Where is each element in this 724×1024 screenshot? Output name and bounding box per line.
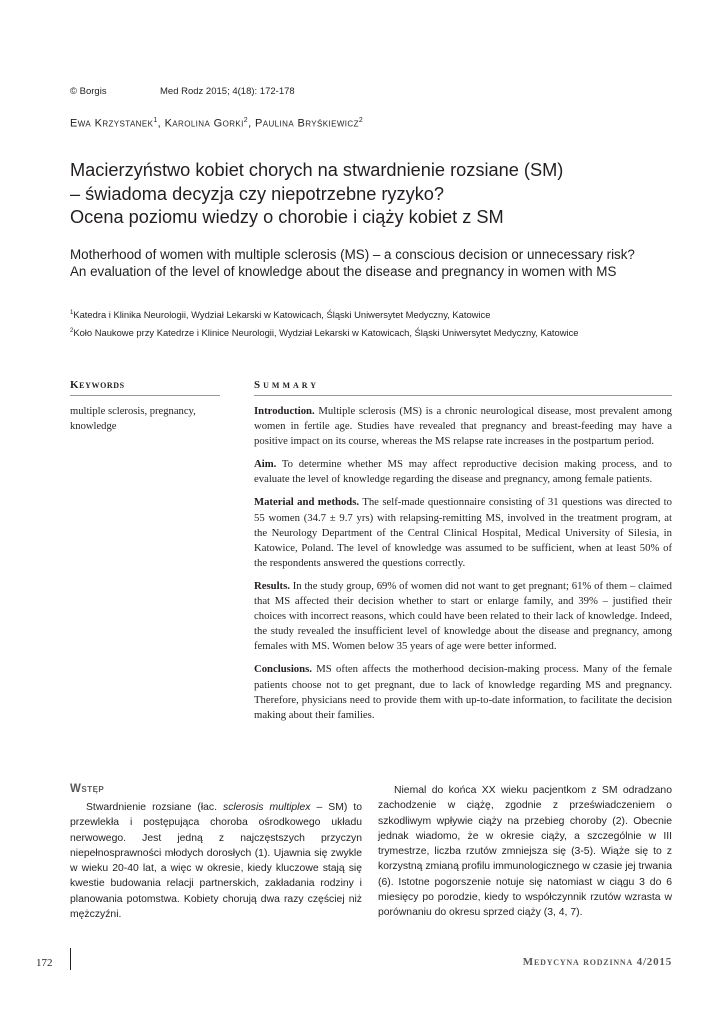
article-title-english	[70, 247, 690, 280]
intro-text: – SM) to przewlekła i postępująca choroba ośrodkowego układu nerwowego. Jest jedną z najczęstszych przyczyn niepełnosprawności młodych dorosłych (1). Ujawnia się zwykle w wieku 20-40 lat, a więc w okresie, kiedy kluczowe stają się kwestie budowania relacji partnerskich, zakładania rodziny i planowania potomstwa. Kobiety chorują dwa razy częściej niż mężczyźni.	[70, 802, 363, 921]
section-label: Conclusions.	[254, 663, 312, 676]
section-text: Multiple sclerosis (MS) is a chronic neurological disease, most prevalent among women in fertile age. Studies have revealed that pregnancy and breast-feeding may have a positive impact on its course, whereas the MS relapse rate increases in the postpartum period.	[254, 405, 673, 448]
abstract-results	[254, 579, 672, 654]
title-line: An evaluation of the level of knowledge about the disease and pregnancy in women with MS	[70, 263, 617, 279]
copyright-notice: © Borgis	[70, 86, 107, 97]
abstract-aim	[254, 457, 672, 487]
abstract-methods	[254, 495, 672, 570]
author-name: Karolina Gorki	[164, 117, 244, 130]
intro-column-1	[70, 800, 362, 922]
section-text: In the study group, 69% of women did not want to get pregnant; 61% of them – claimed that MS affected their decision whether to start or enlarge family, and 39% – justified their choices with incorrect reasons, which could have been related to their lack of knowledge. Indeed, the study revealed the insufficient level of knowledge about the disease and pregnancy, among females with MS. Women below 35 years of age were better informed.	[254, 579, 672, 653]
section-label: Introduction.	[254, 405, 315, 417]
author-affiliation-mark: 2	[358, 117, 364, 124]
section-label: Material and methods.	[254, 496, 360, 509]
author-affiliation-mark: 1	[153, 117, 158, 124]
title-line: Motherhood of women with multiple sclerosis (MS) – a conscious decision or unnecessary risk?	[70, 247, 635, 262]
intro-paragraph: Niemal do końca XX wieku pacjentkom z SM odradzano zachodzenie w ciążę, zgodnie z przeświadczeniem o szkodliwym wpływie ciąży na przebieg choroby (2). Obecnie jednak wiadomo, że w okresie ciąży, a szczególnie w III trymestrze, liczba rzutów zmniejsza się (3-5). Wiąże się to z korzystną zmianą profilu immunologicznego w czasie jej trwania (6). Istotne pogorszenie notuje się natomiast w ciągu 3 do 6 miesięcy po porodzie, kiedy to współczynnik rzutów wzrasta w porównaniu do okresu sprzed ciąży (3, 4, 7).	[378, 785, 672, 919]
abstract	[254, 404, 672, 731]
journal-footer: Medycyna rodzinna 4/2015	[522, 956, 672, 968]
intro-paragraph	[70, 800, 362, 922]
affiliation-2	[70, 327, 579, 338]
article-title-polish	[70, 159, 670, 230]
affiliation-text: Katedra i Klinika Neurologii, Wydział Lekarski w Katowicach, Śląski Uniwersytet Medyczny, Katowice	[73, 309, 491, 320]
title-line: – świadoma decyzja czy niepotrzebne ryzyko?	[70, 183, 445, 204]
author-name: Ewa Krzystanek	[70, 117, 154, 130]
affiliation-mark: 2	[70, 327, 74, 334]
summary-divider	[254, 395, 672, 396]
summary-heading: Summary	[254, 379, 320, 391]
section-text: MS often affects the motherhood decision-making process. Many of the female patients choose not to get pregnant, due to lack of knowledge regarding MS and pregnancy. Therefore, physicians need to provide them with up-to-date information, to facilitate the decision making about their families.	[254, 663, 672, 721]
abstract-conclusions	[254, 662, 672, 722]
keywords-divider	[70, 395, 220, 396]
title-line: Ocena poziomu wiedzy o chorobie i ciąży kobiet z SM	[70, 207, 504, 228]
intro-text: Stwardnienie rozsiane (łac.	[86, 802, 224, 813]
intro-heading: Wstęp	[70, 783, 105, 795]
keywords-heading: Keywords	[70, 379, 125, 391]
journal-citation: Med Rodz 2015; 4(18): 172-178	[160, 86, 295, 97]
intro-column-2	[378, 783, 672, 921]
affiliation-1	[70, 309, 490, 320]
affiliation-mark: 1	[70, 309, 74, 316]
author-affiliation-mark: 2	[243, 117, 249, 124]
section-label: Results.	[254, 579, 290, 592]
footer-divider	[70, 948, 71, 970]
section-text: To determine whether MS may affect reproductive decision making process, and to evaluate the level of knowledge regarding the disease and pregnancy, among female patients.	[254, 458, 672, 486]
section-text: The self-made questionnaire consisting of 31 questions was directed to 55 women (34.7 ± 9.7 yrs) with relapsing-remitting MS, involved in the treatment program, at the Neurology Department of the Central Clinical Hospital, Medical University of Silesia, in Katowice, Poland. The level of knowledge was assumed to be sufficient, when at least 50% of the respondents answered the questions correctly.	[254, 496, 672, 569]
page-number: 172	[36, 957, 53, 969]
author-name: Paulina Bryśkiewicz	[255, 117, 359, 130]
abstract-introduction	[254, 404, 672, 449]
affiliation-text: Koło Naukowe przy Katedrze i Klinice Neurologii, Wydział Lekarski w Katowicach, Śląski Uniwersytet Medyczny, Katowice	[73, 327, 579, 338]
intro-latin-term: sclerosis multiplex	[223, 802, 311, 813]
section-label: Aim.	[254, 458, 277, 471]
keywords-text: multiple sclerosis, pregnancy, knowledge	[70, 406, 196, 432]
author-list: Ewa Krzystanek$^1$, Karolina Gorki$^2$, Paulina Bryśkiewicz$^2$	[70, 117, 364, 130]
title-line: Macierzyństwo kobiet chorych na stwardnienie rozsiane (SM)	[70, 160, 564, 180]
